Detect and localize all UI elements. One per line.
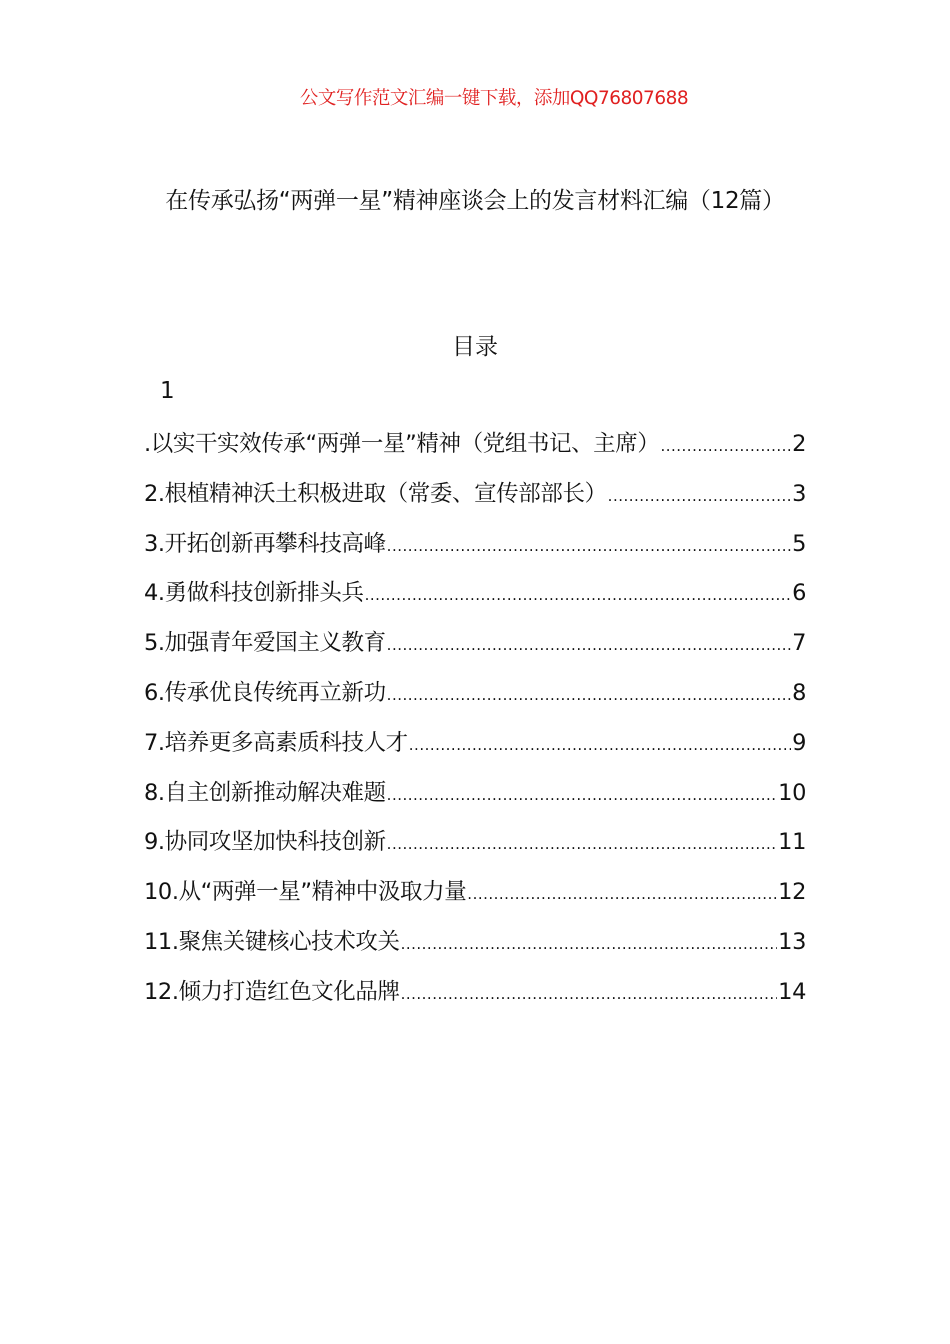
- dot-leader: [401, 935, 778, 953]
- toc-first-number: 1: [160, 378, 175, 404]
- toc-entry-page: 13: [778, 928, 806, 955]
- toc-entry-page: 2: [792, 431, 806, 457]
- dot-leader: [387, 537, 791, 555]
- toc-entry-label: .以实干实效传承“两弹一星”精神（党组书记、主席）: [144, 431, 660, 457]
- toc-entry-label: 12.倾力打造红色文化品牌: [144, 978, 400, 1005]
- dot-leader: [387, 686, 791, 704]
- toc-entry[interactable]: [144, 526, 806, 576]
- dot-leader: [608, 487, 791, 505]
- toc-entry-page: 14: [778, 978, 806, 1005]
- toc-entry[interactable]: [144, 575, 806, 625]
- toc-entry-label: 6.传承优良传统再立新功: [144, 679, 386, 706]
- toc-entry-page: 5: [792, 530, 806, 557]
- dot-leader: [387, 636, 791, 654]
- dot-leader: [409, 736, 791, 754]
- download-banner: 公文写作范文汇编一键下载，添加QQ76807688: [299, 88, 689, 109]
- dot-leader: [387, 786, 777, 804]
- toc-entry-label: 5.加强青年爱国主义教育: [144, 630, 386, 657]
- toc-entry-page: 8: [792, 679, 806, 706]
- toc-entry[interactable]: [144, 775, 806, 825]
- toc-entry-label: 3.开拓创新再攀科技高峰: [144, 530, 386, 557]
- toc-entry[interactable]: [144, 675, 806, 725]
- toc-entry-page: 11: [778, 829, 806, 856]
- dot-leader: [387, 835, 777, 853]
- toc-entry[interactable]: [144, 874, 806, 924]
- toc-entry-label: 11.聚焦关键核心技术攻关: [144, 928, 400, 955]
- toc-entry-label: 8.自主创新推动解决难题: [144, 779, 386, 806]
- toc-entry[interactable]: [144, 824, 806, 874]
- dot-leader: [401, 985, 778, 1003]
- toc-entry[interactable]: [144, 974, 806, 1024]
- toc-entry[interactable]: [144, 625, 806, 675]
- dot-leader: [365, 586, 792, 604]
- toc-entry-label: 7.培养更多高素质科技人才: [144, 729, 408, 756]
- toc-entry-page: 6: [792, 580, 806, 607]
- toc-entry-page: 10: [778, 779, 806, 806]
- toc-entry-page: 3: [792, 480, 806, 507]
- toc-entry-page: 9: [792, 729, 806, 756]
- toc-entry[interactable]: [144, 725, 806, 775]
- toc-entry[interactable]: [144, 924, 806, 974]
- toc-entry-label: 9.协同攻坚加快科技创新: [144, 829, 386, 856]
- toc-entry[interactable]: [144, 426, 806, 476]
- toc-entry-label: 10.从“两弹一星”精神中汲取力量: [144, 879, 467, 906]
- toc-entry-page: 7: [792, 630, 806, 657]
- dot-leader: [660, 437, 791, 455]
- table-of-contents: [144, 426, 806, 1024]
- document-title: 在传承弘扬“两弹一星”精神座谈会上的发言材料汇编（12篇）: [165, 188, 785, 214]
- toc-entry[interactable]: [144, 476, 806, 526]
- toc-entry-label: 4.勇做科技创新排头兵: [144, 580, 364, 607]
- toc-entry-label: 2.根植精神沃土积极进取（常委、宣传部部长）: [144, 480, 607, 507]
- dot-leader: [467, 885, 777, 903]
- toc-heading: 目录: [452, 334, 498, 360]
- toc-entry-page: 12: [778, 879, 806, 906]
